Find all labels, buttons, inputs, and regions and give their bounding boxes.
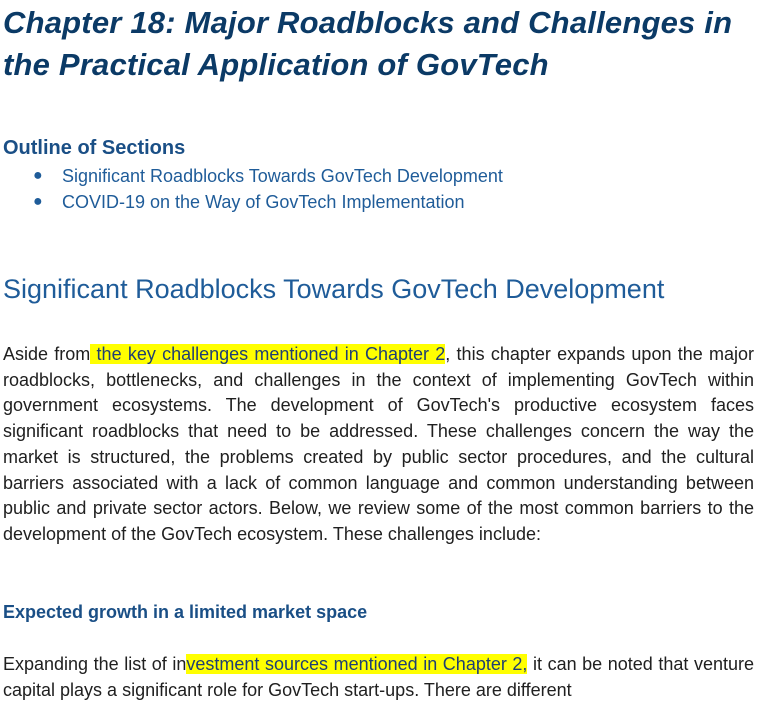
highlighted-text: vestment sources mentioned in Chapter 2,: [186, 654, 528, 674]
outline-link-covid[interactable]: COVID-19 on the Way of GovTech Implementation: [62, 192, 465, 212]
section-title: Significant Roadblocks Towards GovTech Development: [3, 274, 665, 304]
body-paragraph: [3, 342, 754, 548]
paragraph-text: it can be noted that venture capital plays a significant role for GovTech start-ups. There are different: [3, 654, 755, 700]
document-page: [3, 0, 755, 700]
outline-item[interactable]: [3, 189, 503, 215]
highlighted-text: the key challenges mentioned in Chapter 2: [90, 344, 446, 364]
paragraph-text: Expanding the list of in: [3, 654, 187, 674]
paragraph-text: Aside from: [3, 344, 91, 364]
outline-list: [3, 163, 503, 215]
bullet-icon: ●: [33, 167, 43, 184]
body-paragraph: [3, 652, 754, 703]
bullet-icon: ●: [33, 193, 43, 210]
paragraph-text: , this chapter expands upon the major roadblocks, bottlenecks, and challenges in the context of implementing GovTech within government ecosystems. The development of GovTech's productive ecosystem faces significant roadblocks that need to be addressed. These challenges concern the way the market is structured, the problems created by public sector procedures, and the cultural barriers associated with a lack of common language and common understanding between public and private sector actors. Below, we review some of the most common barriers to the development of the GovTech ecosystem. These challenges include:: [3, 344, 755, 544]
subsection-heading: Expected growth in a limited market space: [3, 602, 368, 622]
chapter-title: Chapter 18: Major Roadblocks and Challenges in the Practical Application of GovTech: [3, 5, 733, 82]
outline-heading: Outline of Sections: [3, 137, 186, 159]
outline-link-roadblocks[interactable]: Significant Roadblocks Towards GovTech Development: [62, 166, 503, 186]
outline-item[interactable]: [3, 163, 503, 189]
